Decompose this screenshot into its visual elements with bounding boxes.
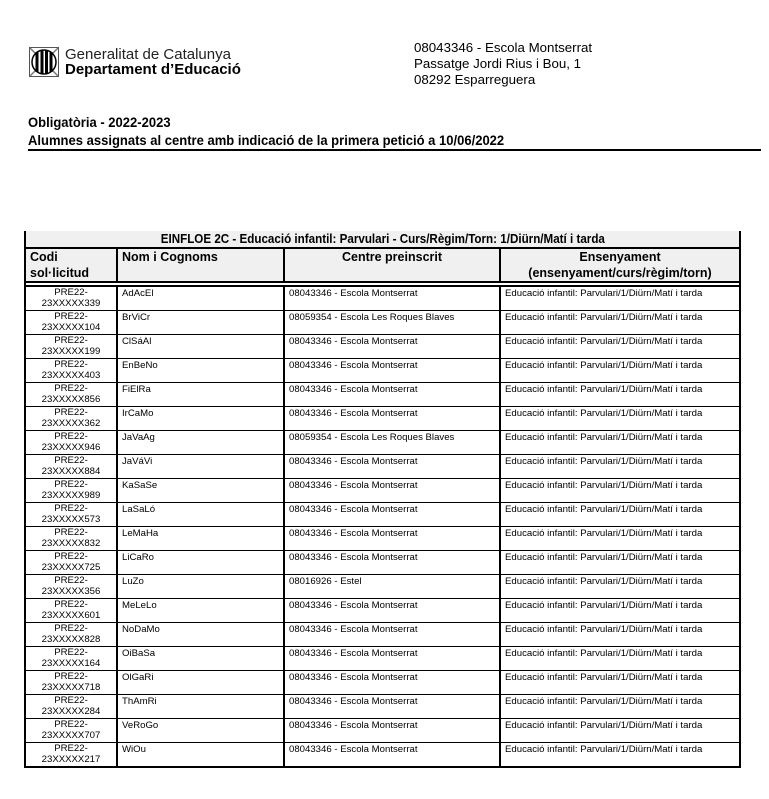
cell-centre: 08043346 - Escola Montserrat bbox=[284, 479, 500, 503]
cell-code: PRE22- 23XXXXX339 bbox=[25, 286, 117, 311]
address-line: 08292 Esparreguera bbox=[414, 72, 536, 87]
org-name: Generalitat de Catalunya bbox=[65, 46, 231, 63]
cell-name: EnBeNo bbox=[117, 359, 284, 383]
table-row bbox=[25, 647, 740, 671]
cell-name: WiOu bbox=[117, 743, 284, 768]
cell-ensenyament: Educació infantil: Parvulari/1/Diürn/Matí i tarda bbox=[500, 695, 740, 719]
cell-code: PRE22- 23XXXXX164 bbox=[25, 647, 117, 671]
cell-name: LeMaHa bbox=[117, 527, 284, 551]
cell-name: OlGaRi bbox=[117, 671, 284, 695]
column-header-code: Codi sol·licitud bbox=[25, 248, 117, 282]
table-row bbox=[25, 383, 740, 407]
cell-centre: 08059354 - Escola Les Roques Blaves bbox=[284, 431, 500, 455]
table-row bbox=[25, 455, 740, 479]
cell-ensenyament: Educació infantil: Parvulari/1/Diürn/Matí i tarda bbox=[500, 407, 740, 431]
cell-centre: 08043346 - Escola Montserrat bbox=[284, 407, 500, 431]
table-row bbox=[25, 671, 740, 695]
cell-code: PRE22- 23XXXXX707 bbox=[25, 719, 117, 743]
cell-centre: 08043346 - Escola Montserrat bbox=[284, 623, 500, 647]
cell-code: PRE22- 23XXXXX601 bbox=[25, 599, 117, 623]
cell-ensenyament: Educació infantil: Parvulari/1/Diürn/Matí i tarda bbox=[500, 743, 740, 768]
cell-ensenyament: Educació infantil: Parvulari/1/Diürn/Matí i tarda bbox=[500, 311, 740, 335]
table-group-header: EINFLOE 2C - Educació infantil: Parvulari - Curs/Règim/Torn: 1/Diürn/Matí i tarda bbox=[25, 231, 740, 248]
cell-centre: 08043346 - Escola Montserrat bbox=[284, 503, 500, 527]
cell-centre: 08043346 - Escola Montserrat bbox=[284, 551, 500, 575]
cell-name: OiBaSa bbox=[117, 647, 284, 671]
generalitat-logo-icon bbox=[29, 47, 59, 77]
cell-ensenyament: Educació infantil: Parvulari/1/Diürn/Matí i tarda bbox=[500, 455, 740, 479]
cell-code: PRE22- 23XXXXX104 bbox=[25, 311, 117, 335]
table-row bbox=[25, 359, 740, 383]
cell-centre: 08043346 - Escola Montserrat bbox=[284, 743, 500, 768]
title-year: Obligatòria - 2022-2023 bbox=[28, 114, 171, 130]
cell-code: PRE22- 23XXXXX884 bbox=[25, 455, 117, 479]
cell-ensenyament: Educació infantil: Parvulari/1/Diürn/Matí i tarda bbox=[500, 623, 740, 647]
table-row bbox=[25, 599, 740, 623]
cell-name: KaSaSe bbox=[117, 479, 284, 503]
cell-ensenyament: Educació infantil: Parvulari/1/Diürn/Matí i tarda bbox=[500, 599, 740, 623]
table-row bbox=[25, 311, 740, 335]
table-row bbox=[25, 623, 740, 647]
cell-code: PRE22- 23XXXXX946 bbox=[25, 431, 117, 455]
table-row bbox=[25, 335, 740, 359]
cell-ensenyament: Educació infantil: Parvulari/1/Diürn/Matí i tarda bbox=[500, 383, 740, 407]
cell-centre: 08043346 - Escola Montserrat bbox=[284, 599, 500, 623]
cell-centre: 08043346 - Escola Montserrat bbox=[284, 695, 500, 719]
table-row bbox=[25, 695, 740, 719]
column-header-centre: Centre preinscrit bbox=[284, 248, 500, 282]
cell-name: AdAcEl bbox=[117, 286, 284, 311]
table-row bbox=[25, 527, 740, 551]
cell-code: PRE22- 23XXXXX828 bbox=[25, 623, 117, 647]
cell-code: PRE22- 23XXXXX356 bbox=[25, 575, 117, 599]
cell-code: PRE22- 23XXXXX725 bbox=[25, 551, 117, 575]
table-row bbox=[25, 743, 740, 768]
cell-ensenyament: Educació infantil: Parvulari/1/Diürn/Matí i tarda bbox=[500, 527, 740, 551]
cell-name: LuZo bbox=[117, 575, 284, 599]
cell-code: PRE22- 23XXXXX199 bbox=[25, 335, 117, 359]
cell-centre: 08043346 - Escola Montserrat bbox=[284, 455, 500, 479]
organization-header bbox=[29, 47, 241, 77]
cell-centre: 08043346 - Escola Montserrat bbox=[284, 671, 500, 695]
title-underline bbox=[28, 149, 761, 151]
cell-ensenyament: Educació infantil: Parvulari/1/Diürn/Matí i tarda bbox=[500, 335, 740, 359]
cell-name: ThAmRi bbox=[117, 695, 284, 719]
table-row bbox=[25, 503, 740, 527]
document-title bbox=[28, 113, 761, 151]
cell-code: PRE22- 23XXXXX989 bbox=[25, 479, 117, 503]
cell-ensenyament: Educació infantil: Parvulari/1/Diürn/Matí i tarda bbox=[500, 551, 740, 575]
cell-ensenyament: Educació infantil: Parvulari/1/Diürn/Matí i tarda bbox=[500, 719, 740, 743]
cell-centre: 08043346 - Escola Montserrat bbox=[284, 359, 500, 383]
cell-name: FiElRa bbox=[117, 383, 284, 407]
column-header-ensenyament: Ensenyament (ensenyament/curs/règim/torn) bbox=[500, 248, 740, 282]
cell-code: PRE22- 23XXXXX573 bbox=[25, 503, 117, 527]
cell-centre: 08043346 - Escola Montserrat bbox=[284, 335, 500, 359]
cell-centre: 08059354 - Escola Les Roques Blaves bbox=[284, 311, 500, 335]
cell-ensenyament: Educació infantil: Parvulari/1/Diürn/Matí i tarda bbox=[500, 286, 740, 311]
title-description: Alumnes assignats al centre amb indicació de la primera petició a 10/06/2022 bbox=[28, 132, 505, 148]
students-table bbox=[24, 231, 741, 768]
cell-name: JaVaAg bbox=[117, 431, 284, 455]
cell-code: PRE22- 23XXXXX832 bbox=[25, 527, 117, 551]
cell-name: VeRoGo bbox=[117, 719, 284, 743]
address-line: Passatge Jordi Rius i Bou, 1 bbox=[414, 56, 582, 71]
cell-name: BrViCr bbox=[117, 311, 284, 335]
cell-code: PRE22- 23XXXXX284 bbox=[25, 695, 117, 719]
column-header-name: Nom i Cognoms bbox=[117, 248, 284, 282]
cell-code: PRE22- 23XXXXX718 bbox=[25, 671, 117, 695]
cell-name: LaSaLó bbox=[117, 503, 284, 527]
cell-ensenyament: Educació infantil: Parvulari/1/Diürn/Matí i tarda bbox=[500, 479, 740, 503]
cell-ensenyament: Educació infantil: Parvulari/1/Diürn/Matí i tarda bbox=[500, 671, 740, 695]
cell-code: PRE22- 23XXXXX856 bbox=[25, 383, 117, 407]
cell-ensenyament: Educació infantil: Parvulari/1/Diürn/Matí i tarda bbox=[500, 431, 740, 455]
cell-name: IrCaMo bbox=[117, 407, 284, 431]
cell-ensenyament: Educació infantil: Parvulari/1/Diürn/Matí i tarda bbox=[500, 503, 740, 527]
cell-centre: 08043346 - Escola Montserrat bbox=[284, 383, 500, 407]
cell-name: JaVáVi bbox=[117, 455, 284, 479]
table-row bbox=[25, 479, 740, 503]
cell-ensenyament: Educació infantil: Parvulari/1/Diürn/Matí i tarda bbox=[500, 647, 740, 671]
cell-code: PRE22- 23XXXXX403 bbox=[25, 359, 117, 383]
cell-name: LiCaRo bbox=[117, 551, 284, 575]
cell-code: PRE22- 23XXXXX362 bbox=[25, 407, 117, 431]
cell-name: NoDaMo bbox=[117, 623, 284, 647]
table-row bbox=[25, 575, 740, 599]
cell-centre: 08043346 - Escola Montserrat bbox=[284, 719, 500, 743]
cell-code: PRE22- 23XXXXX217 bbox=[25, 743, 117, 768]
cell-name: MeLeLo bbox=[117, 599, 284, 623]
table-row bbox=[25, 407, 740, 431]
school-address bbox=[414, 40, 592, 88]
cell-centre: 08043346 - Escola Montserrat bbox=[284, 527, 500, 551]
cell-centre: 08043346 - Escola Montserrat bbox=[284, 286, 500, 311]
department-name: Departament d’Educació bbox=[65, 61, 241, 78]
table-row bbox=[25, 431, 740, 455]
table-row bbox=[25, 719, 740, 743]
address-line: 08043346 - Escola Montserrat bbox=[414, 40, 593, 55]
cell-centre: 08043346 - Escola Montserrat bbox=[284, 647, 500, 671]
table-row bbox=[25, 551, 740, 575]
cell-name: ClSáAl bbox=[117, 335, 284, 359]
table-row bbox=[25, 286, 740, 311]
cell-centre: 08016926 - Estel bbox=[284, 575, 500, 599]
cell-ensenyament: Educació infantil: Parvulari/1/Diürn/Matí i tarda bbox=[500, 359, 740, 383]
cell-ensenyament: Educació infantil: Parvulari/1/Diürn/Matí i tarda bbox=[500, 575, 740, 599]
